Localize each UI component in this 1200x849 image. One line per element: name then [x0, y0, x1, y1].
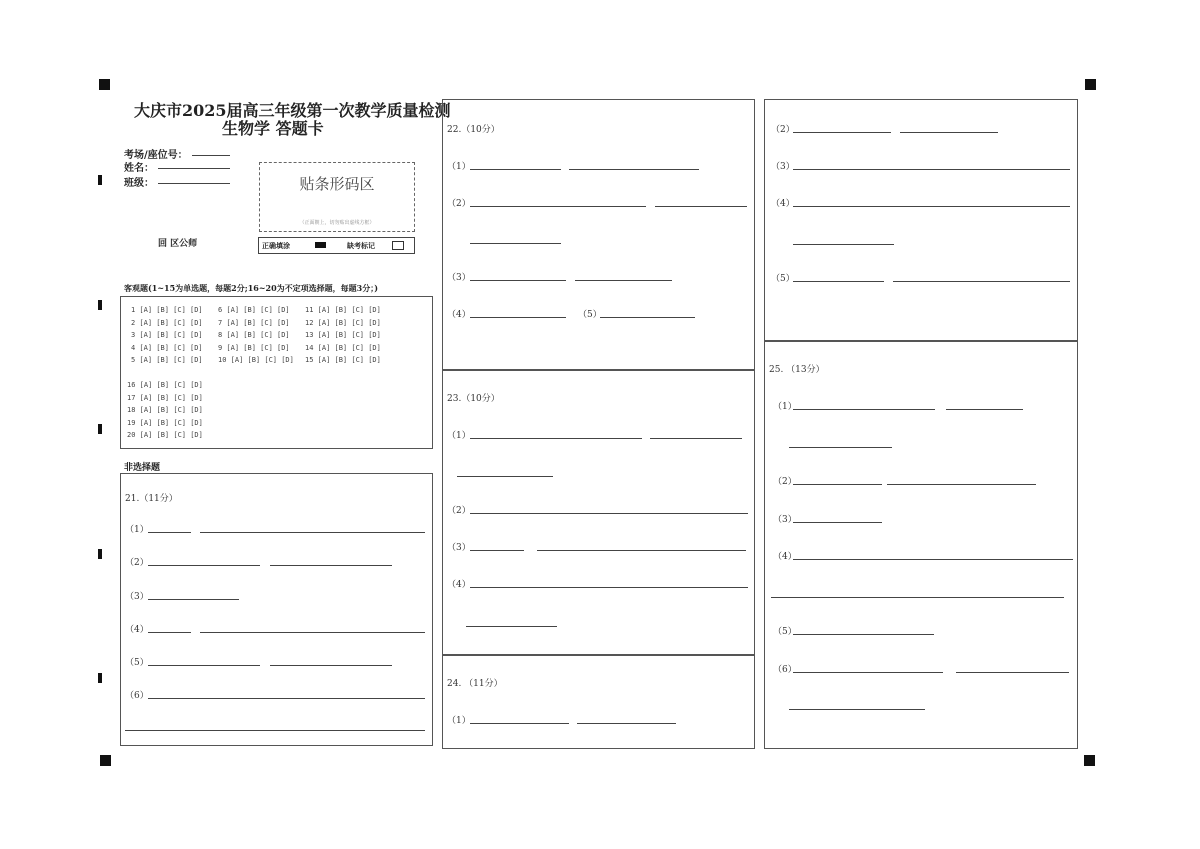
q23-part-2: （2）: [447, 506, 471, 516]
answer-line[interactable]: [793, 409, 935, 410]
q25-part-5: （5）: [773, 627, 797, 637]
answer-line[interactable]: [575, 280, 672, 281]
answer-line[interactable]: [946, 409, 1023, 410]
answer-line[interactable]: [577, 723, 676, 724]
class-label: 班级：: [124, 178, 154, 189]
objective-answer-option[interactable]: 17 [A] [B] [C] [D]: [127, 393, 203, 402]
registration-mark-bottom-right: [1084, 755, 1095, 766]
answer-line[interactable]: [789, 709, 925, 710]
q21-part-4: （4）: [125, 625, 149, 635]
answer-line[interactable]: [470, 723, 569, 724]
answer-line[interactable]: [470, 438, 642, 439]
objective-answer-option[interactable]: 2 [A] [B] [C] [D]: [131, 318, 203, 327]
q24-continued-panel: [764, 99, 1078, 341]
absent-checkbox[interactable]: [392, 241, 404, 250]
q21-part-2: （2）: [125, 558, 149, 568]
objective-answer-option[interactable]: 19 [A] [B] [C] [D]: [127, 418, 203, 427]
nonobjective-label: 非选择题: [124, 463, 161, 473]
answer-line[interactable]: [600, 317, 695, 318]
answer-line[interactable]: [148, 632, 191, 633]
answer-line[interactable]: [148, 698, 425, 699]
page-subtitle: 生物学 答题卡: [222, 119, 324, 138]
exam-seat-field[interactable]: [192, 155, 230, 156]
fill-legend: [258, 237, 415, 254]
answer-line[interactable]: [887, 484, 1036, 485]
answer-line[interactable]: [200, 632, 425, 633]
answer-line[interactable]: [470, 169, 561, 170]
q25-part-4: （4）: [773, 552, 797, 562]
q24-part-3: （3）: [771, 162, 795, 172]
answer-line[interactable]: [148, 599, 239, 600]
barcode-title: 贴条形码区: [299, 175, 375, 193]
answer-line[interactable]: [793, 132, 891, 133]
objective-instruction: 客观题(1~15为单选题，每题2分;16~20为不定项选择题，每题3分；): [124, 283, 379, 293]
answer-line[interactable]: [771, 597, 1064, 598]
objective-answer-option[interactable]: 20 [A] [B] [C] [D]: [127, 431, 203, 439]
timing-mark: [98, 300, 102, 310]
q24-part-2: （2）: [771, 125, 795, 135]
q22-part-4: （4）: [447, 310, 471, 320]
q23-part-1: （1）: [447, 431, 471, 441]
objective-answer-option[interactable]: 9 [A] [B] [C] [D]: [218, 343, 290, 352]
q21-title: 21.（11分）: [125, 494, 178, 504]
page-title: 大庆市2025届高三年级第一次教学质量检测: [134, 101, 451, 120]
answer-line[interactable]: [457, 476, 553, 477]
q23-part-4: （4）: [447, 580, 471, 590]
objective-answer-option[interactable]: 12 [A] [B] [C] [D]: [305, 318, 381, 327]
q24-part-1: （1）: [447, 716, 471, 726]
timing-mark: [98, 549, 102, 559]
q22-part-1: （1）: [447, 162, 471, 172]
q21-part-1: （1）: [125, 525, 149, 535]
answer-line[interactable]: [470, 550, 524, 551]
answer-line[interactable]: [270, 565, 392, 566]
objective-answer-option[interactable]: 3 [A] [B] [C] [D]: [131, 331, 203, 339]
answer-line[interactable]: [793, 169, 1070, 170]
name-label: 姓名：: [124, 163, 154, 174]
q25-panel: [764, 341, 1078, 749]
answer-line[interactable]: [470, 206, 646, 207]
objective-answer-option[interactable]: 4 [A] [B] [C] [D]: [131, 343, 203, 352]
exam-seat-label: 考场/座位号：: [124, 150, 188, 161]
objective-answer-option[interactable]: 11 [A] [B] [C] [D]: [305, 306, 381, 314]
objective-answer-option[interactable]: 13 [A] [B] [C] [D]: [305, 331, 381, 339]
q23-part-3: （3）: [447, 543, 471, 553]
answer-line[interactable]: [148, 565, 260, 566]
q22-title: 22.（10分）: [447, 125, 500, 135]
q22-part-2: （2）: [447, 199, 471, 209]
answer-line[interactable]: [200, 532, 425, 533]
filled-box-icon: [315, 242, 326, 248]
registration-mark-bottom-left: [100, 755, 111, 766]
answer-line[interactable]: [466, 626, 557, 627]
barcode-area: [259, 162, 415, 232]
answer-line[interactable]: [793, 559, 1073, 560]
logo: 回 区公师: [158, 239, 198, 249]
answer-line[interactable]: [655, 206, 747, 207]
timing-mark: [98, 175, 102, 185]
objective-answer-option[interactable]: 7 [A] [B] [C] [D]: [218, 318, 290, 327]
objective-answer-option[interactable]: 8 [A] [B] [C] [D]: [218, 331, 290, 339]
q22-part-5: （5）: [578, 310, 602, 320]
objective-answer-option[interactable]: 16 [A] [B] [C] [D]: [127, 381, 203, 389]
answer-line[interactable]: [148, 532, 191, 533]
q24-title: 24. （11分）: [447, 679, 503, 689]
answer-line[interactable]: [470, 280, 566, 281]
q25-part-1: （1）: [773, 402, 797, 412]
answer-line[interactable]: [793, 672, 943, 673]
answer-line[interactable]: [470, 587, 748, 588]
q25-part-3: （3）: [773, 515, 797, 525]
objective-answer-option[interactable]: 10 [A] [B] [C] [D]: [218, 356, 294, 364]
barcode-note: （正面朝上，切勿贴出虚线方框）: [299, 220, 375, 226]
objective-answer-option[interactable]: 18 [A] [B] [C] [D]: [127, 406, 203, 414]
answer-line[interactable]: [900, 132, 998, 133]
answer-line[interactable]: [270, 665, 392, 666]
objective-answer-option[interactable]: 5 [A] [B] [C] [D]: [131, 356, 203, 364]
objective-answer-panel: [120, 296, 433, 449]
objective-answer-option[interactable]: 6 [A] [B] [C] [D]: [218, 306, 290, 314]
q25-title: 25. （13分）: [769, 365, 825, 375]
timing-mark: [98, 424, 102, 434]
objective-answer-option[interactable]: 1 [A] [B] [C] [D]: [131, 306, 203, 314]
objective-answer-option[interactable]: 14 [A] [B] [C] [D]: [305, 343, 381, 352]
q23-title: 23.（10分）: [447, 394, 500, 404]
q23-panel: [442, 370, 755, 655]
answer-line[interactable]: [470, 243, 561, 244]
answer-line[interactable]: [893, 281, 1070, 282]
answer-line[interactable]: [956, 672, 1069, 673]
q24-part-5: （5）: [771, 274, 795, 284]
answer-line[interactable]: [793, 484, 882, 485]
q21-part-5: （5）: [125, 658, 149, 668]
q21-part-3: （3）: [125, 592, 149, 602]
answer-line[interactable]: [793, 206, 1070, 207]
legend-absent-label: 缺考标记: [347, 241, 375, 250]
q22-panel: [442, 99, 755, 370]
answer-line[interactable]: [148, 665, 260, 666]
registration-mark-top-left: [99, 79, 110, 90]
class-field[interactable]: [158, 183, 230, 184]
answer-line[interactable]: [569, 169, 699, 170]
answer-line[interactable]: [125, 730, 425, 731]
q22-part-3: （3）: [447, 273, 471, 283]
q24-part-4: （4）: [771, 199, 795, 209]
answer-line[interactable]: [793, 281, 884, 282]
q21-part-6: （6）: [125, 691, 149, 701]
answer-line[interactable]: [537, 550, 746, 551]
answer-line[interactable]: [470, 317, 566, 318]
name-field[interactable]: [158, 168, 230, 169]
q25-part-2: （2）: [773, 477, 797, 487]
answer-line[interactable]: [793, 244, 894, 245]
registration-mark-top-right: [1085, 79, 1096, 90]
objective-answer-option[interactable]: 15 [A] [B] [C] [D]: [305, 356, 381, 364]
answer-line[interactable]: [793, 522, 882, 523]
q25-part-6: （6）: [773, 665, 797, 675]
timing-mark: [98, 673, 102, 683]
legend-correct-label: 正确填涂: [262, 241, 290, 250]
q24-panel: [442, 655, 755, 749]
answer-line[interactable]: [793, 634, 934, 635]
answer-line[interactable]: [650, 438, 742, 439]
answer-line[interactable]: [470, 513, 748, 514]
answer-line[interactable]: [789, 447, 892, 448]
q21-panel: [120, 473, 433, 746]
